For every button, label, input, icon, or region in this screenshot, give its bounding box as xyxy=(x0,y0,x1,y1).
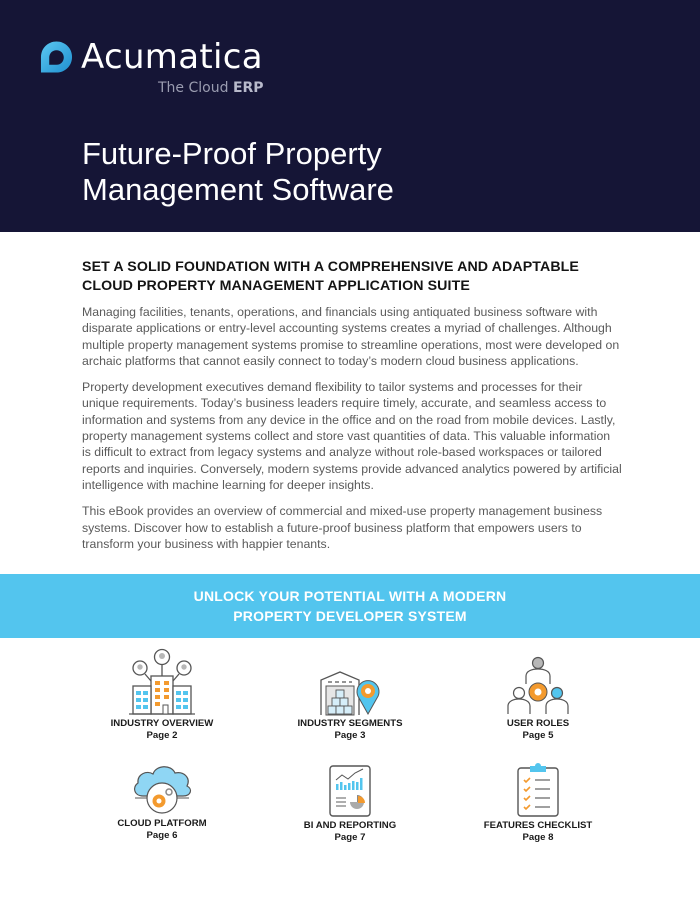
section-page: Page 2 xyxy=(146,730,178,741)
title-line-2: Management Software xyxy=(82,172,394,207)
section-page: Page 3 xyxy=(334,730,366,741)
cloud-gear-icon xyxy=(129,760,195,816)
section-link-industry-overview[interactable] xyxy=(72,648,252,742)
section-page: Page 6 xyxy=(146,830,178,841)
report-chart-icon xyxy=(328,764,372,818)
section-link-user-roles[interactable] xyxy=(448,656,628,742)
brand-tagline xyxy=(158,80,264,96)
users-gear-icon xyxy=(506,656,570,716)
page-title xyxy=(82,136,394,208)
section-label: FEATURES CHECKLIST xyxy=(483,820,593,831)
section-label: INDUSTRY SEGMENTS xyxy=(297,718,403,729)
intro-paragraph: Managing facilities, tenants, operations, and financials using antiquated business software with disparate applications or entry-level accounting systems creates a myriad of challenges. Although multiple property management systems promise to streamline operations, most were developed on archaic platforms that cannot easily connect to today’s modern cloud business applications. xyxy=(82,305,620,368)
section-label: CLOUD PLATFORM xyxy=(117,818,207,829)
section-link-features-checklist[interactable] xyxy=(448,760,628,844)
clipboard-checklist-icon xyxy=(516,760,560,818)
section-page: Page 5 xyxy=(522,730,554,741)
banner-line-2: PROPERTY DEVELOPER SYSTEM xyxy=(233,608,467,624)
section-link-cloud-platform[interactable] xyxy=(72,760,252,842)
section-page: Page 8 xyxy=(522,832,554,843)
intro-paragraph: Property development executives demand flexibility to tailor systems and processes for their unique requirements. Today’s business leaders require timely, accurate, and seamless access to information and systems from any device in the office and on the road from mobile devices. Lastly, property management systems collect and store vast quantities of data. This valuable information is difficult to extract from legacy systems and analyze without role-based workspaces or tailored reports and inquiries. Conversely, modern systems provide advanced analytics powered by artificial intelligence with machine learning for deeper insights. xyxy=(82,380,622,492)
subhead-line-1: SET A SOLID FOUNDATION WITH A COMPREHENSIVE AND ADAPTABLE xyxy=(82,259,579,275)
section-subhead xyxy=(82,258,622,296)
section-label: INDUSTRY OVERVIEW xyxy=(110,718,214,729)
tagline-light: The Cloud xyxy=(158,80,229,96)
warehouse-pin-icon xyxy=(318,668,382,716)
header-banner xyxy=(0,0,700,232)
banner-line-1: UNLOCK YOUR POTENTIAL WITH A MODERN xyxy=(193,588,507,604)
tagline-bold: ERP xyxy=(232,80,264,96)
cta-banner xyxy=(0,574,700,638)
section-link-industry-segments[interactable] xyxy=(260,668,440,742)
acumatica-logo[interactable] xyxy=(40,37,263,77)
section-link-bi-and-reporting[interactable] xyxy=(260,764,440,844)
acumatica-logo-icon xyxy=(40,40,73,74)
section-label: USER ROLES xyxy=(506,718,570,729)
subhead-line-2: CLOUD PROPERTY MANAGEMENT APPLICATION SUITE xyxy=(82,278,470,294)
intro-section xyxy=(82,258,622,562)
section-label: BI AND REPORTING xyxy=(303,820,397,831)
title-line-1: Future-Proof Property xyxy=(82,136,382,171)
section-page: Page 7 xyxy=(334,832,366,843)
intro-paragraph: This eBook provides an overview of commercial and mixed-use property management business systems. Discover how to establish a future-proof business platform that empowers users to transform your business with happier tenants. xyxy=(82,504,603,551)
brand-name: Acumatica xyxy=(81,37,263,77)
building-people-icon xyxy=(127,648,197,716)
